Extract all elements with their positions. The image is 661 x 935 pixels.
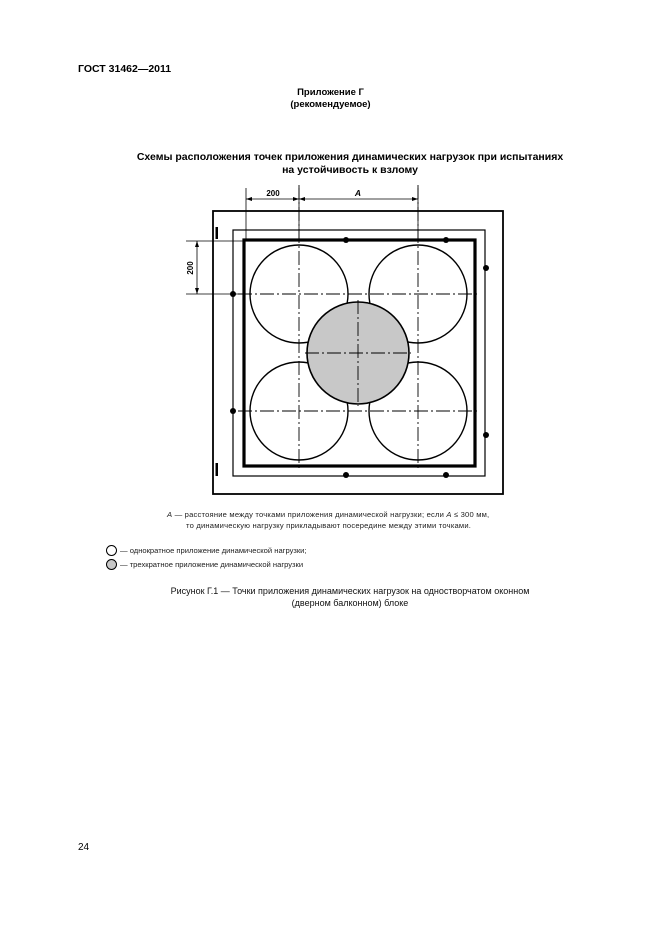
figure-heading-line1: Схемы расположения точек приложения динамических нагрузок при испытаниях <box>136 151 564 163</box>
point-bottom-2 <box>443 472 449 478</box>
figure-caption <box>100 585 600 609</box>
point-right-1 <box>483 265 489 271</box>
figure-heading-line2: на устойчивость к взлому <box>282 164 418 176</box>
note-line1-a: — расстояние между точками приложения динамической нагрузки; если <box>172 510 447 519</box>
point-left-2 <box>230 408 236 414</box>
legend-single-text: — однократное приложение динамической нагрузки; <box>120 546 307 555</box>
point-top-2 <box>443 237 449 243</box>
dim-label-A: А <box>354 188 362 198</box>
point-top-1 <box>343 237 349 243</box>
single-load-icon <box>106 545 117 556</box>
legend-triple-text: — трехкратное приложение динамической нагрузки <box>120 560 304 569</box>
page-number: 24 <box>78 842 90 853</box>
point-bottom-1 <box>343 472 349 478</box>
standard-code: ГОСТ 31462—2011 <box>78 63 172 75</box>
legend-single <box>106 545 307 556</box>
annex-title: Приложение Г <box>297 87 364 98</box>
annex-status: (рекомендуемое) <box>290 99 371 110</box>
note-symbol: А <box>167 510 173 519</box>
caption-line1: Рисунок Г.1 — Точки приложения динамических нагрузок на одностворчатом оконном <box>170 586 530 596</box>
note-line1-b: ≤ 300 мм, <box>451 510 490 519</box>
point-left-1 <box>230 291 236 297</box>
point-right-2 <box>483 432 489 438</box>
dimension-note <box>167 509 489 531</box>
hinge-bottom <box>216 463 219 476</box>
note-line2: то динамическую нагрузку прикладывают посередине между этими точками. <box>186 521 472 530</box>
hinge-top <box>216 227 219 239</box>
triple-load-icon <box>106 559 117 570</box>
dim-label-200-top: 200 <box>266 189 280 198</box>
note-line1-symbol: А <box>446 510 452 519</box>
caption-line2: (дверном балконном) блоке <box>291 598 409 608</box>
dim-label-200-left: 200 <box>186 261 195 275</box>
legend-triple <box>106 559 303 570</box>
